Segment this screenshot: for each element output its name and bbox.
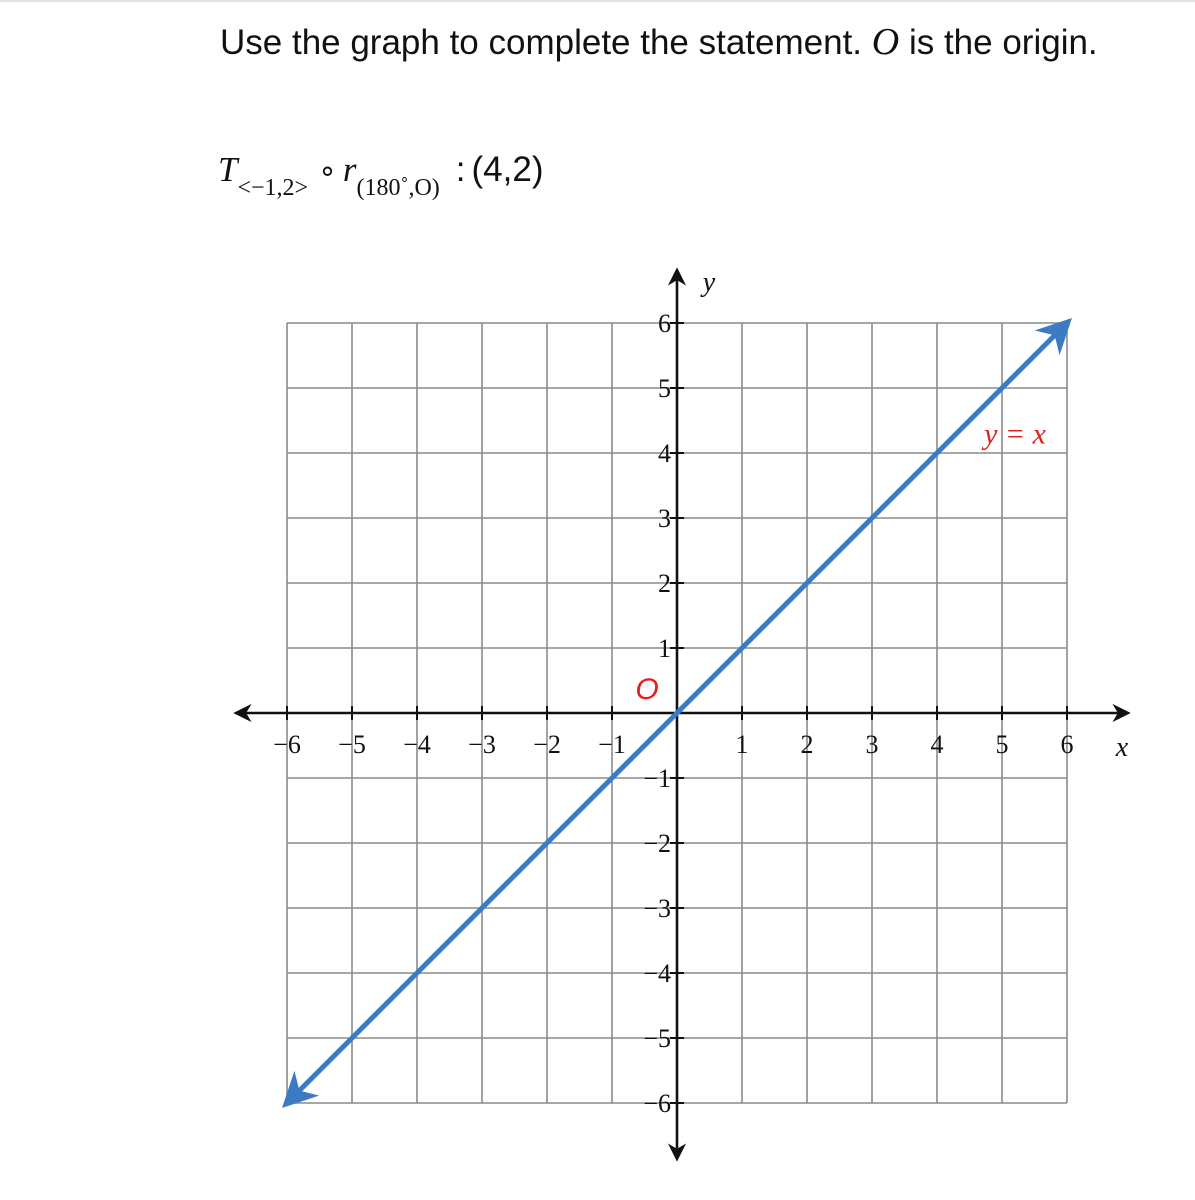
prompt-text-after: is the origin. (908, 23, 1098, 62)
x-tick-label: 1 (735, 730, 749, 759)
y-axis-label: y (702, 267, 716, 298)
x-tick-label: −6 (273, 730, 301, 759)
y-tick-label: 2 (658, 569, 671, 598)
origin-variable: O (871, 21, 900, 63)
x-tick-label: 2 (800, 730, 814, 759)
x-tick-label: 6 (1060, 730, 1074, 759)
translation-vector: <−1,2> (237, 175, 309, 201)
composition-symbol: ∘ (318, 155, 337, 188)
y-tick-label: 5 (658, 374, 671, 403)
x-tick-label: 4 (930, 730, 944, 759)
x-tick-label: −4 (403, 730, 431, 759)
statement-colon: : (455, 150, 466, 189)
axes (237, 271, 1127, 1158)
x-tick-label: −5 (338, 730, 366, 759)
x-tick-label: −2 (533, 730, 561, 759)
y-tick-label: −3 (643, 894, 671, 923)
series-label: y = x (984, 417, 1046, 451)
y-tick-label: −4 (643, 959, 671, 988)
x-tick-label: −1 (598, 730, 626, 759)
x-tick-label: 5 (995, 730, 1009, 759)
x-tick-label: 3 (865, 730, 879, 759)
rotation-parameters: (180˚,O) (356, 175, 440, 201)
y-tick-label: −6 (643, 1089, 671, 1118)
prompt-text-before: Use the graph to complete the statement. (220, 23, 863, 62)
rotation-symbol: r (342, 150, 357, 189)
y-tick-label: 6 (658, 309, 671, 338)
origin-label: O (635, 673, 659, 706)
y-tick-label: 1 (658, 634, 671, 663)
statement-point: (4,2) (471, 150, 544, 189)
x-tick-label: −3 (468, 730, 496, 759)
y-tick-label: −5 (643, 1024, 671, 1053)
y-tick-label: 4 (658, 439, 671, 468)
y-tick-label: −1 (643, 764, 671, 793)
x-axis-label: x (1115, 732, 1129, 763)
y-tick-label: 3 (658, 504, 671, 533)
y-tick-label: −2 (643, 829, 671, 858)
translation-symbol: T (218, 150, 238, 189)
